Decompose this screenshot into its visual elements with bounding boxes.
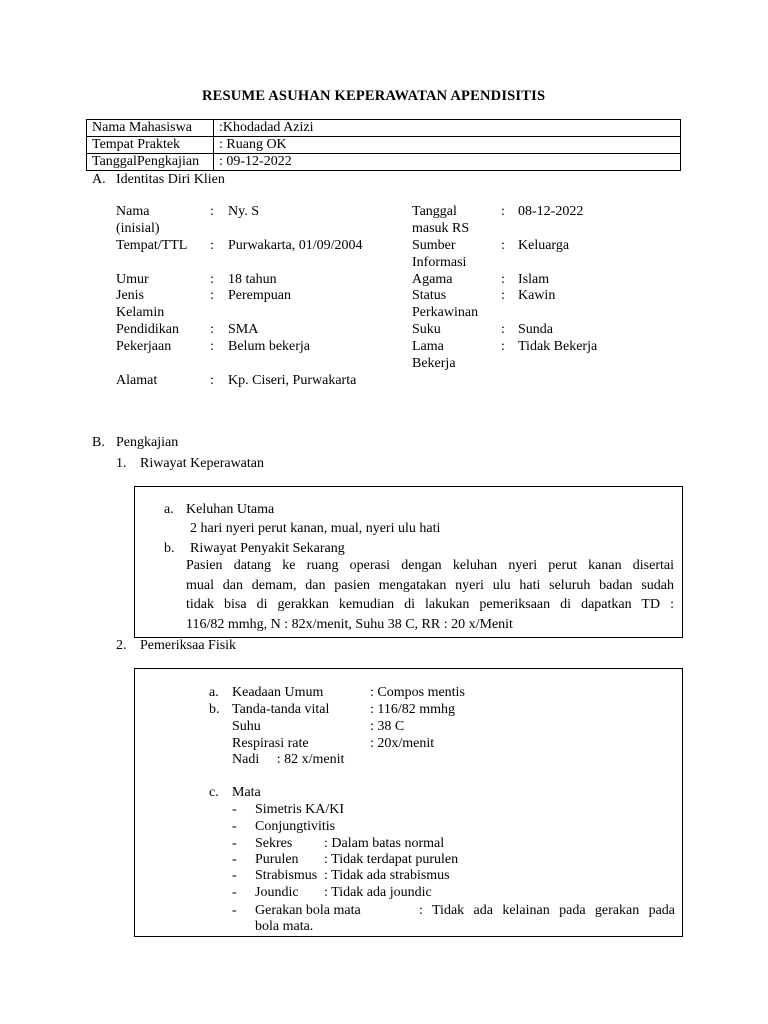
- field-value: Ny. S: [228, 204, 259, 219]
- bullet-dash: -: [232, 868, 237, 883]
- field-label: Kelamin: [116, 305, 165, 320]
- list-item-value: : Tidak ada joundic: [324, 885, 432, 900]
- list-item-label: Sekres: [255, 836, 293, 851]
- field-colon: :: [501, 238, 505, 253]
- field-colon: :: [210, 322, 214, 337]
- field-colon: :: [210, 288, 214, 303]
- bullet-dash: -: [232, 903, 237, 918]
- bullet-dash: -: [232, 885, 237, 900]
- paragraph-line: Pasien datang ke ruang operasi dengan keluhan nyeri perut kanan disertai: [186, 558, 674, 573]
- item-number: 2.: [116, 638, 127, 653]
- list-item: Simetris KA/KI: [255, 802, 345, 817]
- field-label: masuk RS: [412, 221, 470, 236]
- mata-label: Mata: [232, 785, 261, 800]
- section-a-marker: A.: [92, 172, 106, 187]
- nadi-text: Nadi : 82 x/menit: [232, 752, 345, 767]
- list-item-label: Strabismus: [255, 868, 318, 883]
- field-value: Keluarga: [518, 238, 570, 253]
- list-marker: c.: [209, 785, 219, 800]
- field-value: Sunda: [518, 322, 553, 337]
- table-row: [87, 154, 681, 171]
- keluhan-label: Keluhan Utama: [186, 502, 275, 517]
- list-item-continuation: bola mata.: [255, 919, 314, 934]
- table-row: [87, 120, 681, 137]
- item-number: 1.: [116, 456, 127, 471]
- keluhan-text: 2 hari nyeri perut kanan, mual, nyeri ulu hati: [190, 521, 441, 536]
- keadaan-label: Keadaan Umum: [232, 685, 324, 700]
- list-item: Conjungtivitis: [255, 819, 336, 834]
- field-value: Perempuan: [228, 288, 291, 303]
- field-label: Pendidikan: [116, 322, 179, 337]
- table-cell-label: Tempat Praktek: [87, 137, 214, 154]
- section-b-marker: B.: [92, 435, 105, 450]
- list-marker: b.: [209, 702, 220, 717]
- paragraph-line: tidak bisa di gerakkan kemudian di lakukan pemeriksaan di dapatkan TD :: [186, 597, 674, 612]
- field-label: Perkawinan: [412, 305, 479, 320]
- table-cell-label: TanggalPengkajian: [87, 154, 214, 171]
- table-row: [87, 137, 681, 154]
- rr-label: Respirasi rate: [232, 736, 309, 751]
- paragraph-line: mual dan demam, dan pasien mengatakan nyeri ulu hati seluruh badan sudah: [186, 577, 674, 593]
- field-colon: :: [210, 204, 214, 219]
- field-label: Bekerja: [412, 356, 456, 371]
- field-value: 18 tahun: [228, 272, 277, 287]
- field-value: Belum bekerja: [228, 339, 311, 354]
- bullet-dash: -: [232, 836, 237, 851]
- ttv-label: Tanda-tanda vital: [232, 702, 330, 717]
- field-colon: :: [501, 204, 505, 219]
- field-value: Purwakarta, 01/09/2004: [228, 238, 363, 253]
- field-label: Umur: [116, 272, 149, 287]
- rr-value: : 20x/menit: [370, 736, 435, 751]
- field-value: Islam: [518, 272, 550, 287]
- student-info-table: [86, 119, 681, 171]
- list-item-label: Purulen: [255, 852, 299, 867]
- bullet-dash: -: [232, 819, 237, 834]
- item-heading: Pemeriksaa Fisik: [140, 638, 237, 653]
- field-value: Kawin: [518, 288, 556, 303]
- field-label: Pekerjaan: [116, 339, 172, 354]
- field-colon: :: [501, 272, 505, 287]
- field-label: Alamat: [116, 373, 158, 388]
- riwayat-paragraph: [186, 556, 674, 634]
- table-cell-label: Nama Mahasiswa: [87, 120, 214, 137]
- field-colon: :: [210, 339, 214, 354]
- list-item-value: : Tidak ada kelainan pada gerakan pada: [419, 903, 675, 918]
- field-value: Tidak Bekerja: [518, 339, 598, 354]
- list-marker: a.: [209, 685, 219, 700]
- field-label: Status: [412, 288, 447, 303]
- riwayat-penyakit-label: Riwayat Penyakit Sekarang: [190, 541, 345, 556]
- field-colon: :: [210, 373, 214, 388]
- paragraph-line: 116/82 mmhg, N : 82x/menit, Suhu 38 C, RR : 20 x/Menit: [186, 616, 513, 632]
- field-value: Kp. Ciseri, Purwakarta: [228, 373, 357, 388]
- suhu-value: : 38 C: [370, 719, 405, 734]
- list-marker: b.: [164, 541, 175, 556]
- page-title: RESUME ASUHAN KEPERAWATAN APENDISITIS: [202, 88, 546, 104]
- section-a-heading: Identitas Diri Klien: [116, 172, 225, 187]
- field-label: Tanggal: [412, 204, 457, 219]
- suhu-label: Suhu: [232, 719, 261, 734]
- field-value: SMA: [228, 322, 259, 337]
- field-label: (inisial): [116, 221, 160, 236]
- field-label: Suku: [412, 322, 441, 337]
- field-label: Informasi: [412, 255, 467, 270]
- list-item-value: : Dalam batas normal: [324, 836, 445, 851]
- field-label: Sumber: [412, 238, 456, 253]
- list-item-label: Joundic: [255, 885, 299, 900]
- table-cell-value: : 09-12-2022: [214, 154, 681, 171]
- table-cell-value: :Khodadad Azizi: [214, 120, 681, 137]
- list-item-value: : Tidak ada strabismus: [324, 868, 450, 883]
- field-label: Jenis: [116, 288, 144, 303]
- table-cell-value: : Ruang OK: [214, 137, 681, 154]
- field-colon: :: [501, 339, 505, 354]
- list-marker: a.: [164, 502, 174, 517]
- field-label: Agama: [412, 272, 453, 287]
- field-value: 08-12-2022: [518, 204, 584, 219]
- list-item-label: Gerakan bola mata: [255, 903, 361, 918]
- field-label: Nama: [116, 204, 150, 219]
- section-b-heading: Pengkajian: [116, 435, 179, 450]
- bullet-dash: -: [232, 852, 237, 867]
- field-colon: :: [501, 288, 505, 303]
- field-colon: :: [501, 322, 505, 337]
- item-heading: Riwayat Keperawatan: [140, 456, 264, 471]
- field-colon: :: [210, 272, 214, 287]
- bullet-dash: -: [232, 802, 237, 817]
- field-colon: :: [210, 238, 214, 253]
- field-label: Lama: [412, 339, 444, 354]
- keadaan-value: : Compos mentis: [370, 685, 465, 700]
- list-item-value: : Tidak terdapat purulen: [324, 852, 459, 867]
- field-label: Tempat/TTL: [116, 238, 188, 253]
- ttv-value: : 116/82 mmhg: [370, 702, 456, 717]
